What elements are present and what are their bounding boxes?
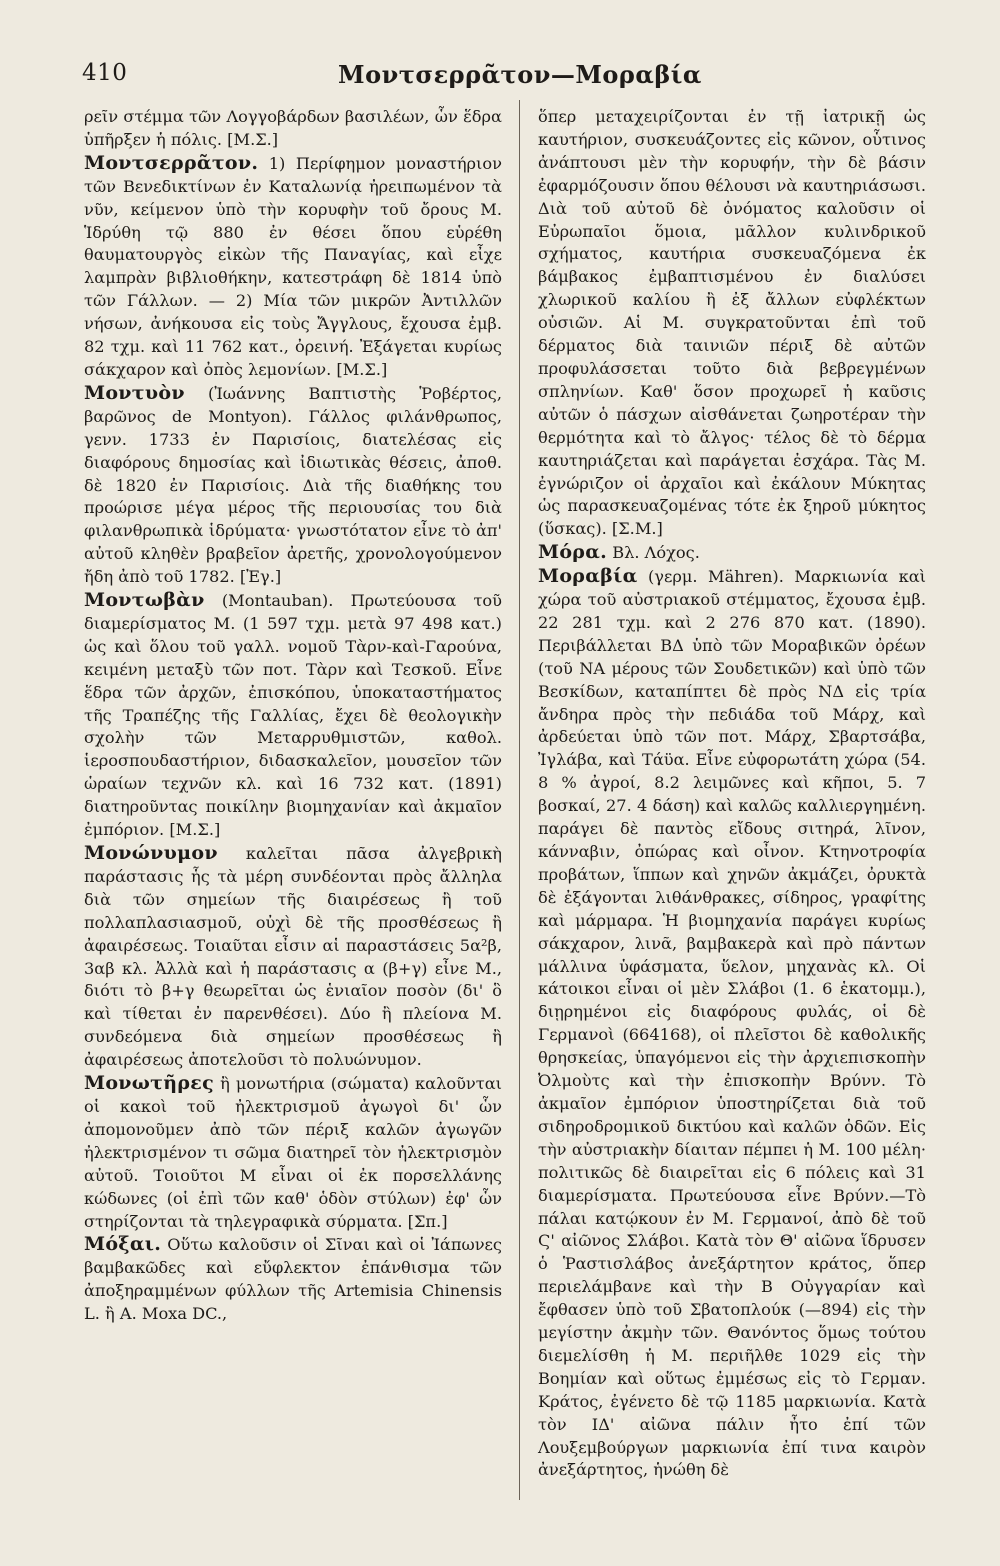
entry-headword: Μοντωβὰν (84, 589, 205, 612)
entry-continuation: ὅπερ μεταχειρίζονται ἐν τῇ ἰατρικῇ ὡς καυτήριον, συσκευάζοντες εἰς κῶνον, οὗτινος ἀνάπτουσι μὲν τὴν κορυφήν, τὴν δὲ βάσιν ἐφαρμόζουσιν ὅπου θέλουσι νὰ καυτηριάσωσι. Διὰ τοῦ αὐτοῦ δὲ ὀνόματος καλοῦσιν οἱ Εὐρωπαῖοι ὅμοια, μᾶλλον κυλινδρικοῦ σχήματος, καυτήρια συσκευαζόμενα ἐκ βάμβακος ἐμβαπτισμένου ἐν διαλύσει χλωρικοῦ καλίου ἢ ἐξ ἄλλων εὐφλέκτων οὐσιῶν. Αἱ Μ. συγκρατοῦνται ἐπὶ τοῦ δέρματος διὰ ταινιῶν πέριξ δὲ αὐτῶν προφυλάσσεται τοῦτο διὰ βεβρεγμένων σπληνίων. Καθ' ὅσον προχωρεῖ ἡ καῦσις αὐτῶν ὁ πάσχων αἰσθάνεται ζωηροτέραν τὴν θερμότητα καὶ τὸ ἄλγος· τέλος δὲ τὸ δέρμα καυτηριάζεται καὶ παράγεται ἐσχάρα. Τὰς Μ. ἐγνώριζον οἱ ἀρχαῖοι καὶ ἐκάλουν Μύκητας ὡς παρασκευαζομένας τότε ἐκ ξηροῦ μύκητος (ὕσκας). [Σ.Μ.] (538, 107, 926, 539)
entry-text: (γερμ. Mähren). Μαρκιωνία καὶ χώρα τοῦ αὐστριακοῦ στέμματος, ἔχουσα ἐμβ. 22 281 τχμ. καὶ 2 276 870 κατ. (1890). Περιβάλλεται ΒΔ ὑπὸ τῶν Μοραβικῶν ὀρέων (τοῦ ΝΑ μέρους τῶν Σουδετικῶν) καὶ ὑπὸ τῶν Βεσκίδων, καταπίπτει δὲ πρὸς ΝΔ εἰς τρία ἄνδηρα πρὸς τὴν πεδιάδα τοῦ Μάρχ, καὶ ἀρδεύεται ὑπὸ τῶν ποτ. Μάρχ, Σβαρτσάβα, Ἰγλάβα, καὶ Τάϋα. Εἶνε εὐφορωτάτη χώρα (54. 8 % ἀγροί, 8.2 λειμῶνες καὶ κῆποι, 5. 7 βοσκαί, 27. 4 δάση) καὶ καλῶς καλλιεργημένη. παράγει δὲ παντὸς εἴδους σιτηρά, λῖνον, κάνναβιν, ὀπώρας καὶ οἶνον. Κτηνοτροφία προβάτων, ἵππων καὶ χηνῶν ἀκμάζει, ὀρυκτὰ δὲ ἐξάγονται λιθάνθρακες, σίδηρος, γραφίτης καὶ μάρμαρα. Ἡ βιομηχανία παράγει κυρίως σάκχαρον, λινᾶ, βαμβακερὰ καὶ πρὸ πάντων μάλλινα ὑφάσματα, ὕελον, μηχανὰς κλ. Οἱ κάτοικοι εἶναι οἱ μὲν Σλάβοι (1. 6 ἑκατομμ.), διῃρημένοι εἰς διαφόρους φυλάς, οἱ δὲ Γερμανοὶ (664168), οἱ πλεῖστοι δὲ καθολικῆς θρησκείας, ὑπαγόμενοι εἰς τὴν ἀρχιεπισκοπὴν Ὀλμοὺτς καὶ τὴν ἐπισκοπὴν Βρύνν. Τὸ ἀκμαῖον ἐμπόριον ὑποστηρίζεται διὰ τοῦ σιδηροδρομικοῦ δικτύου καὶ καλῶν ὁδῶν. Εἰς τὴν αὐστριακὴν δίαιταν πέμπει ἡ Μ. 100 μέλη· πολιτικῶς δὲ διαιρεῖται εἰς 6 πόλεις καὶ 31 διαμερίσματα. Πρωτεύουσα εἶνε Βρύνν.—Τὸ πάλαι κατῴκουν ἐν Μ. Γερμανοί, ἀπὸ δὲ τοῦ Ϛ' αἰῶνος Σλάβοι. Κατὰ τὸν Θ' αἰῶνα ἵδρυσεν ὁ Ῥαστισλάβος ἀνεξάρτητον κράτος, ὅπερ περιελάμβανε καὶ τὴν Β Οὐγγαρίαν καὶ ἔφθασεν ὑπὸ τοῦ Σβατοπλούκ (—894) εἰς τὴν μεγίστην ἀκμὴν τῶν. Θανόντος ὅμως τούτου διεμελίσθη ἡ Μ. περιῆλθε 1029 εἰς τὴν Βοημίαν καὶ οὕτως ἐμμέσως εἰς τὸ Γερμαν. Κράτος, ἐγένετο δὲ τῷ 1185 μαρκιωνία. Κατὰ τὸν ΙΔ' αἰῶνα πάλιν ἦτο ἐπί τῶν Λουξεμβούργων μαρκιωνία ἐπί τινα καιρὸν ἀνεξάρτητος, ἡνώθη δὲ (538, 567, 926, 1480)
entry-mora (538, 541, 926, 565)
right-column (538, 106, 926, 1482)
entry-text: Βλ. Λόχος. (612, 543, 700, 563)
entry-headword: Μόρα. (538, 541, 608, 564)
entry-montyon (84, 382, 502, 589)
entry-headword: Μοραβία (538, 565, 638, 588)
page-header (82, 60, 922, 96)
entry-headword: Μοντυὸν (84, 381, 185, 404)
entry-monoteres (84, 1072, 502, 1233)
entry-mononymon (84, 842, 502, 1072)
left-column (84, 106, 502, 1326)
entry-text: (Montauban). Πρωτεύουσα τοῦ διαμερίσματος Μ. (1 597 τχμ. μετὰ 97 498 κατ.) ὡς καὶ ὅλου τοῦ γαλλ. νομοῦ Τὰρν-καὶ-Γαρούνα, κειμένη μεταξὺ τῶν ποτ. Τὰρν καὶ Τεσκοῦ. Εἶνε ἕδρα τῶν ἀρχῶν, ἐπισκόπου, ὑποκαταστήματος τῆς Τραπέζης τῆς Γαλλίας, ἔχει δὲ θεολογικὴν σχολὴν τῶν Μεταρρυθμιστῶν, καθολ. ἱεροσπουδαστήριον, διδασκαλεῖον, μουσεῖον τῶν ὡραίων τεχνῶν κλ. καὶ 16 732 κατ. (1891) διατηροῦντας ποικίλην βιομηχανίαν καὶ ἀκμαῖον ἐμπόριον. [Μ.Σ.] (84, 591, 502, 840)
entry-montauban (84, 589, 502, 842)
entry-text: καλεῖται πᾶσα ἀλγεβρικὴ παράστασις ἧς τὰ μέρη συνδέονται πρὸς ἄλληλα διὰ τῶν σημείων τῆς διαιρέσεως ἢ τοῦ πολλαπλασιασμοῦ, οὐχὶ δὲ τῆς προσθέσεως ἢ ἀφαιρέσεως. Τοιαῦται εἶσιν αἱ παραστάσεις 5α²β, 3αβ κλ. Ἀλλὰ καὶ ἡ παράστασις α (β+γ) εἶνε Μ., διότι τὸ β+γ θεωρεῖται ὡς ἑνιαῖον ποσὸν (δι' ὃ καὶ τίθεται ἐν παρενθέσει). Δύο ἢ πλείονα Μ. συνδεόμενα διὰ σημείων προσθέσεως ἢ ἀφαιρέσεως ἀποτελοῦσι τὸ πολυώνυμον. (84, 844, 502, 1070)
entry-continuation: ρεῖν στέμμα τῶν Λογγοβάρδων βασιλέων, ὧν ἕδρα ὑπῆρξεν ἡ πόλις. [Μ.Σ.] (84, 107, 502, 149)
running-head: Μοντσερρᾶτον—Μοραβία (338, 60, 702, 89)
entry-text: ἢ μονωτήρια (σώματα) καλοῦνται οἱ κακοὶ τοῦ ἠλεκτρισμοῦ ἀγωγοὶ δι' ὧν ἀπομονοῦμεν ἀπὸ τῶν πέριξ καλῶν ἀγωγῶν ἠλεκτρισμένον τι σῶμα διατηρεῖ τὸν ἠλεκτρισμὸν αὐτοῦ. Τοιοῦτοι Μ εἶναι οἱ ἐκ πορσελλάνης κώδωνες (οἱ ἐπὶ τῶν καθ' ὁδὸν στύλων) ἐφ' ὧν στηρίζονται τὰ τηλεγραφικὰ σύρματα. [Σπ.] (84, 1074, 502, 1231)
column-divider (519, 100, 520, 1500)
entry-moravia (538, 565, 926, 1482)
entry-text: 1) Περίφημον μοναστήριον τῶν Βενεδικτίνων ἐν Καταλωνίᾳ ἠρειπωμένον τὰ νῦν, κείμενον ὑπὸ τὴν κορυφὴν τοῦ ὄρους Μ. Ἱδρύθη τῷ 880 ἐν θέσει ὅπου εὑρέθη θαυματουργὸς εἰκὼν τῆς Παναγίας, καὶ εἶχε λαμπρὰν βιβλιοθήκην, κατεστράφη δὲ 1814 ὑπὸ τῶν Γάλλων. — 2) Μία τῶν μικρῶν Ἀντιλλῶν νήσων, ἀνήκουσα εἰς τοὺς Ἄγγλους, ἔχουσα ἐμβ. 82 τχμ. καὶ 11 762 κατ., ὀρεινή. Ἐξάγεται κυρίως σάκχαρον καὶ ὀπὸς λεμονίων. [Μ.Σ.] (84, 153, 502, 379)
entry-moxai (84, 1233, 502, 1326)
entry-headword: Μόξαι. (84, 1233, 162, 1256)
entry-headword: Μονωτῆρες (84, 1072, 215, 1095)
entry-text: Οὕτω καλοῦσιν οἱ Σῖναι καὶ οἱ Ἰάπωνες βαμβακῶδες καὶ εὔφλεκτον ἐπάνθισμα τῶν ἀποξηραμμένων φύλλων τῆς Artemisia Chinensis L. ἢ Α. Moxa DC., (84, 1235, 502, 1324)
entry-montserrat (84, 152, 502, 382)
entry-headword: Μοντσερρᾶτον. (84, 151, 259, 174)
entry-headword: Μονώνυμον (84, 842, 218, 864)
entry-text: (Ἰωάννης Βαπτιστὴς Ῥοβέρτος, βαρῶνος de Montyon). Γάλλος φιλάνθρωπος, γενν. 1733 ἐν Παρισίοις, διατελέσας εἰς διαφόρους δημοσίας καὶ ἰδιωτικὰς θέσεις, ἀποθ. δὲ 1820 ἐν Παρισίοις. Διὰ τῆς διαθήκης του προώρισε μέγα μέρος τῆς περιουσίας του διὰ φιλανθρωπικὰ ἱδρύματα· γνωστότατον εἶνε τὸ ἀπ' αὐτοῦ κληθὲν βραβεῖον ἀρετῆς, χρονολογούμενον ἤδη ἀπὸ τοῦ 1782. [Ἐγ.] (84, 383, 502, 587)
page-number: 410 (82, 60, 128, 86)
